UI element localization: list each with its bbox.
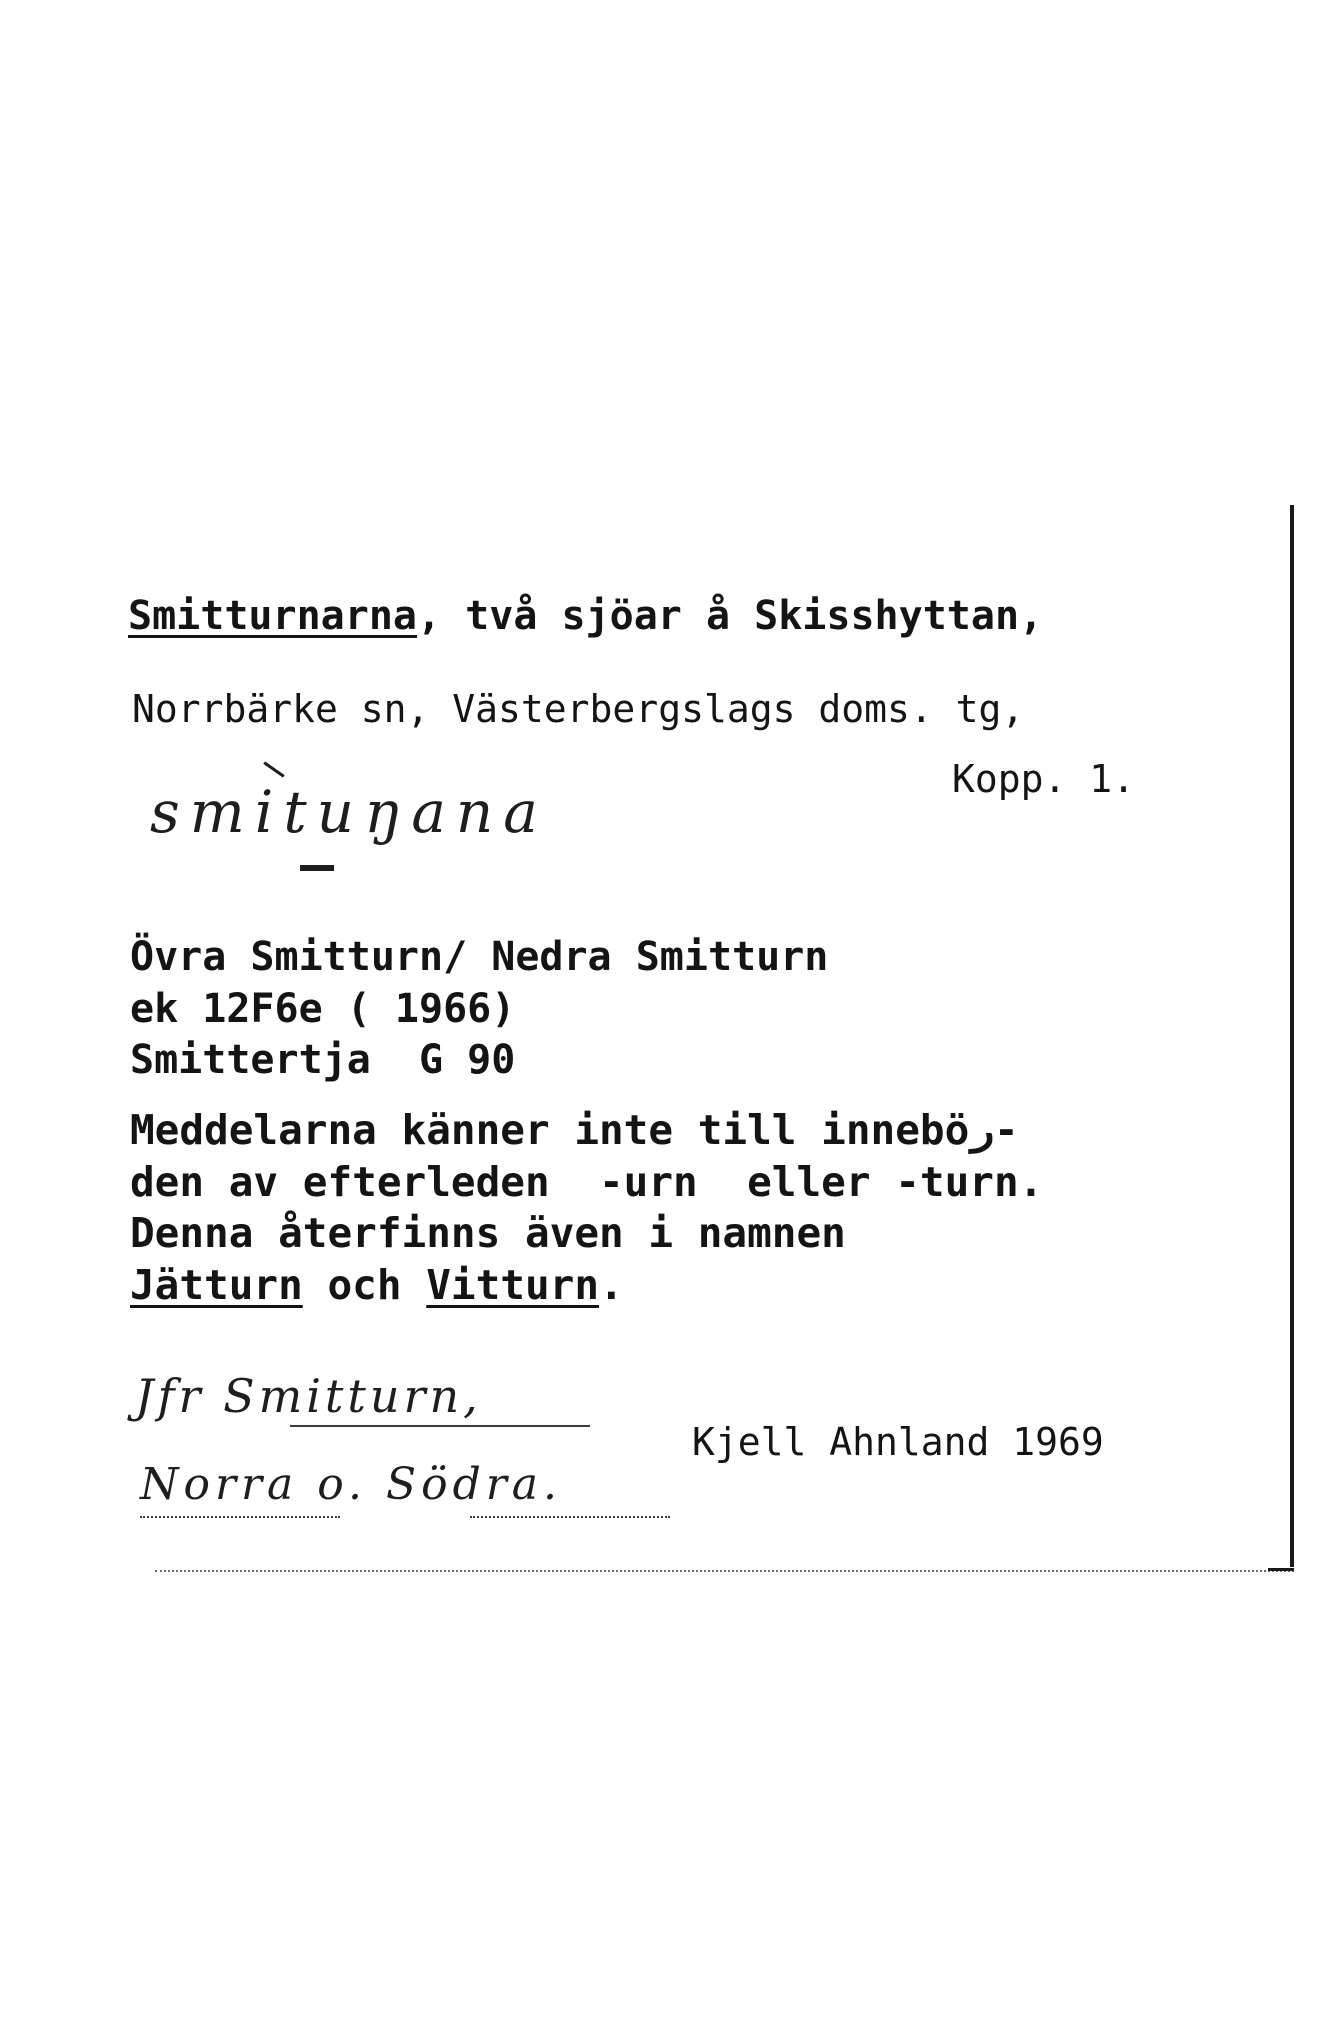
lake-names-line: Övra Smitturn/ Nedra Smitturn	[130, 934, 829, 980]
place-name-heading: Smitturnarna	[128, 593, 417, 639]
name-vitturn: Vitturn	[426, 1261, 600, 1309]
heading-description: , två sjöar å Skisshyttan,	[416, 593, 1044, 639]
card-bottom-border	[155, 1570, 1294, 1572]
author-signature: Kjell Ahnland 1969	[692, 1420, 1104, 1464]
map-reference-line: ek 12F6e ( 1966)	[130, 986, 516, 1032]
name-jatturn: Jätturn	[130, 1261, 303, 1309]
handwritten-underline	[290, 1425, 590, 1427]
comment-line-4	[130, 1261, 624, 1309]
handwritten-note-compare: Jfr Smitturn,	[135, 1369, 482, 1423]
comment-line-2: den av efterleden -urn eller -turn.	[130, 1158, 1044, 1206]
handwritten-underline	[470, 1516, 670, 1518]
handwritten-accent-mark	[263, 761, 284, 777]
handwritten-underline	[140, 1516, 340, 1518]
handwritten-pronunciation: smituŋana	[150, 778, 548, 846]
card-right-border	[1290, 505, 1294, 1567]
handwritten-length-mark	[300, 865, 334, 871]
card-corner-mark	[1268, 1562, 1294, 1571]
final-period: .	[599, 1261, 624, 1309]
entry-heading-line	[128, 593, 1044, 639]
conjunction: och	[302, 1261, 427, 1309]
related-name-line: Smittertja G 90	[130, 1037, 516, 1083]
comment-line-3: Denna återfinns även i namnen	[130, 1209, 846, 1257]
handwritten-note-north-south: Norra o. Södra.	[140, 1459, 563, 1510]
kopp-reference: Kopp. 1.	[952, 757, 1136, 801]
comment-line-1: Meddelarna känner inte till inneböر-	[130, 1106, 1019, 1154]
parish-line: Norrbärke sn, Västerbergslags doms. tg,	[132, 687, 1025, 731]
